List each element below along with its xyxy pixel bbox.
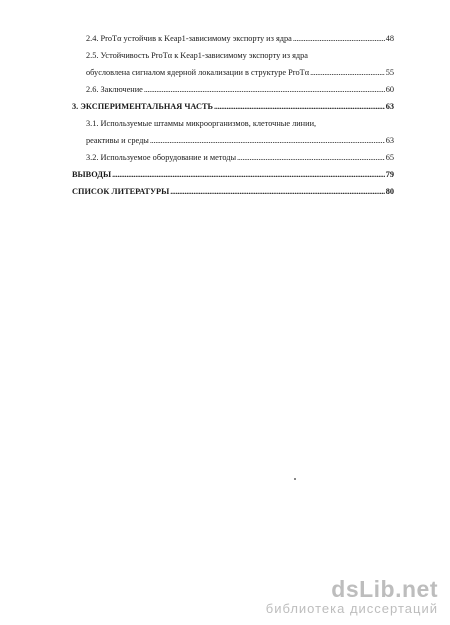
dot-leader xyxy=(170,183,384,200)
toc-page-number: 63 xyxy=(385,102,394,111)
toc-entry-conclusions[interactable] xyxy=(72,166,394,183)
toc-entry-references[interactable] xyxy=(72,183,394,200)
toc-entry-2-5[interactable] xyxy=(86,64,394,81)
dot-leader xyxy=(293,30,385,47)
toc-entry-2-5-line1[interactable]: 2.5. Устойчивость ProTα к Keap1-зависимому экспорту из ядра xyxy=(86,51,308,60)
dot-leader xyxy=(144,81,385,98)
toc-page-number: 63 xyxy=(385,136,394,145)
toc-entry-2-4[interactable] xyxy=(86,30,394,47)
toc-page-number: 48 xyxy=(385,34,394,43)
watermark-tagline: библиотека диссертаций xyxy=(265,601,438,616)
toc-entry-label: ВЫВОДЫ xyxy=(72,170,112,179)
dot-leader xyxy=(214,98,385,115)
toc-entry-3-1[interactable] xyxy=(86,132,394,149)
toc-entry-label: 3.2. Используемое оборудование и методы xyxy=(86,153,237,162)
toc-page-number: 65 xyxy=(385,153,394,162)
scan-speck xyxy=(294,478,296,480)
toc-entry-label: реактивы и среды xyxy=(86,136,149,145)
dot-leader xyxy=(112,166,385,183)
toc-entry-3-2[interactable] xyxy=(86,149,394,166)
watermark xyxy=(266,577,438,617)
toc-page-number: 80 xyxy=(385,187,394,196)
table-of-contents xyxy=(72,30,394,200)
toc-entry-label: 3. ЭКСПЕРИМЕНТАЛЬНАЯ ЧАСТЬ xyxy=(72,102,214,111)
toc-page-number: 55 xyxy=(385,68,394,77)
toc-entry-label: 2.6. Заключение xyxy=(86,85,143,94)
toc-entry-label: СПИСОК ЛИТЕРАТУРЫ xyxy=(72,187,170,196)
toc-page-number: 79 xyxy=(385,170,394,179)
toc-page-number: 60 xyxy=(385,85,394,94)
toc-entry-label: 2.4. ProTα устойчив к Keap1-зависимому экспорту из ядра xyxy=(86,34,292,43)
toc-entry-2-6[interactable] xyxy=(86,81,394,98)
dot-leader xyxy=(150,132,385,149)
toc-entry-label: обусловлена сигналом ядерной локализации в структуре ProTα xyxy=(86,68,310,77)
watermark-logo: dsLib.net xyxy=(331,576,438,602)
dot-leader xyxy=(237,149,385,166)
dot-leader xyxy=(310,64,385,81)
toc-entry-3[interactable] xyxy=(72,98,394,115)
toc-entry-3-1-line1[interactable]: 3.1. Используемые штаммы микроорганизмов, клеточные линии, xyxy=(86,119,317,128)
